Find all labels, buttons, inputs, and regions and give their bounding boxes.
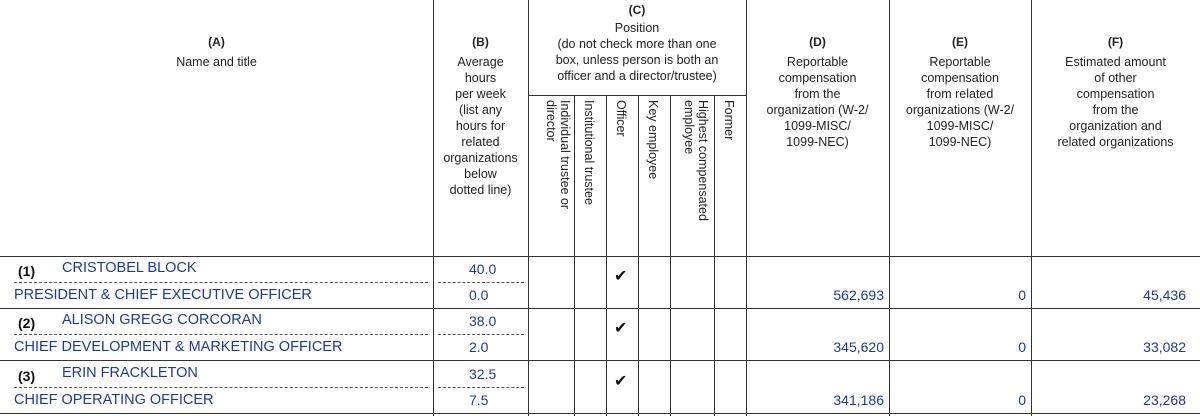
col-c-line: box, unless person is both an <box>555 53 719 67</box>
row-3-hours: 32.5 <box>469 366 497 382</box>
col-e-line: from related <box>926 87 994 101</box>
row-2-related-hours: 2.0 <box>469 339 489 355</box>
row-1-hours-dotted-line <box>438 282 524 283</box>
row-3-other-comp: 23,268 <box>1143 392 1186 408</box>
col-c-header <box>528 2 746 84</box>
position-box-label-former: Former <box>722 100 736 141</box>
row-2-index: (2) <box>18 315 36 331</box>
row-1-related-hours: 0.0 <box>469 287 489 303</box>
col-f-line: Estimated amount <box>1065 55 1166 69</box>
col-e-line: 1099-NEC) <box>928 135 992 149</box>
header-bottom-line <box>0 256 1200 257</box>
col-f-line: organization and <box>1069 119 1162 133</box>
col-e-line: organizations (W-2/ <box>905 103 1015 117</box>
row-1-officer-checkmark: ✔ <box>614 268 628 285</box>
col-b-line: organizations <box>443 151 518 165</box>
col-f-header <box>1031 34 1200 150</box>
col-b-line: related <box>461 135 500 149</box>
col-f-letter: (F) <box>1107 35 1124 49</box>
col-d-header <box>746 34 889 150</box>
col-c-letter: (C) <box>628 3 646 17</box>
col-d-line: from the <box>794 87 841 101</box>
row-3-title: CHIEF OPERATING OFFICER <box>14 392 214 408</box>
col-a-header <box>0 34 433 70</box>
position-box-label-highest-compensated: Highest compensated employee <box>682 100 710 221</box>
col-b-line: dotted line) <box>449 183 512 197</box>
col-a-text: Name and title <box>176 55 257 69</box>
col-e-header <box>889 34 1031 150</box>
row-3-related-hours: 7.5 <box>469 392 489 408</box>
row-3-hours-dotted-line <box>438 387 524 388</box>
row-1-name: CRISTOBEL BLOCK <box>62 260 197 276</box>
row-3-dotted-line <box>14 387 428 388</box>
col-d-line: compensation <box>778 71 857 85</box>
row-1-index: (1) <box>18 263 36 279</box>
row-1-other-comp: 45,436 <box>1143 287 1186 303</box>
row-1-dotted-line <box>14 282 428 283</box>
row-3-officer-checkmark: ✔ <box>614 373 628 390</box>
col-e-line: Reportable <box>929 55 991 69</box>
col-b-line: per week <box>455 87 506 101</box>
row-2-officer-checkmark: ✔ <box>614 320 628 337</box>
col-c-line: officer and a director/trustee) <box>557 69 717 83</box>
col-d-letter: (D) <box>809 35 826 49</box>
row-3-name: ERIN FRACKLETON <box>62 365 198 381</box>
row-1-comp-related: 0 <box>1018 287 1026 303</box>
col-d-line: Reportable <box>786 55 849 69</box>
row-2-hours-dotted-line <box>438 334 524 335</box>
position-box-label-institutional-trustee: Institutional trustee <box>582 100 596 205</box>
col-f-line: compensation <box>1076 87 1155 101</box>
row-2-title: CHIEF DEVELOPMENT & MARKETING OFFICER <box>14 339 343 355</box>
col-e-letter: (E) <box>952 35 968 49</box>
col-d-line: organization (W-2/ <box>766 103 869 117</box>
col-b-line: Average <box>457 55 504 69</box>
col-e-line: 1099-MISC/ <box>926 119 994 133</box>
row-2-name: ALISON GREGG CORCORAN <box>62 312 262 328</box>
col-f-line: from the <box>1092 103 1139 117</box>
row-3-bottom-line <box>0 413 1200 414</box>
row-1-hours: 40.0 <box>469 261 497 277</box>
row-2-other-comp: 33,082 <box>1143 339 1186 355</box>
col-b-letter: (B) <box>472 35 489 49</box>
row-1-comp-org: 562,693 <box>833 287 884 303</box>
row-2-comp-org: 345,620 <box>833 339 884 355</box>
position-box-label-key-employee: Key employee <box>646 100 660 180</box>
col-d-line: 1099-NEC) <box>786 135 849 149</box>
col-d-line: 1099-MISC/ <box>784 119 851 133</box>
row-1-bottom-line <box>0 308 1200 309</box>
col-b-line: (list any <box>458 103 503 117</box>
row-3-index: (3) <box>18 368 36 384</box>
row-3-comp-org: 341,186 <box>833 392 884 408</box>
row-1-title: PRESIDENT & CHIEF EXECUTIVE OFFICER <box>14 287 312 303</box>
row-2-comp-related: 0 <box>1018 339 1026 355</box>
col-f-line: of other <box>1094 71 1137 85</box>
col-e-line: compensation <box>921 71 999 85</box>
col-f-line: related organizations <box>1057 135 1174 149</box>
col-b-header <box>433 34 528 198</box>
row-2-hours: 38.0 <box>469 313 497 329</box>
col-c-line: (do not check more than one <box>557 37 717 51</box>
row-2-bottom-line <box>0 360 1200 361</box>
row-2-dotted-line <box>14 334 428 335</box>
position-box-label-officer: Officer <box>614 100 628 137</box>
col-b-line: hours <box>464 71 497 85</box>
position-box-label-individual-trustee: Individual trustee or director <box>544 100 572 210</box>
col-a-letter: (A) <box>208 35 225 49</box>
position-subheader-line <box>528 95 746 96</box>
row-3-comp-related: 0 <box>1018 392 1026 408</box>
col-b-line: below <box>464 167 497 181</box>
col-c-line: Position <box>614 21 660 35</box>
col-b-line: hours for <box>455 119 506 133</box>
